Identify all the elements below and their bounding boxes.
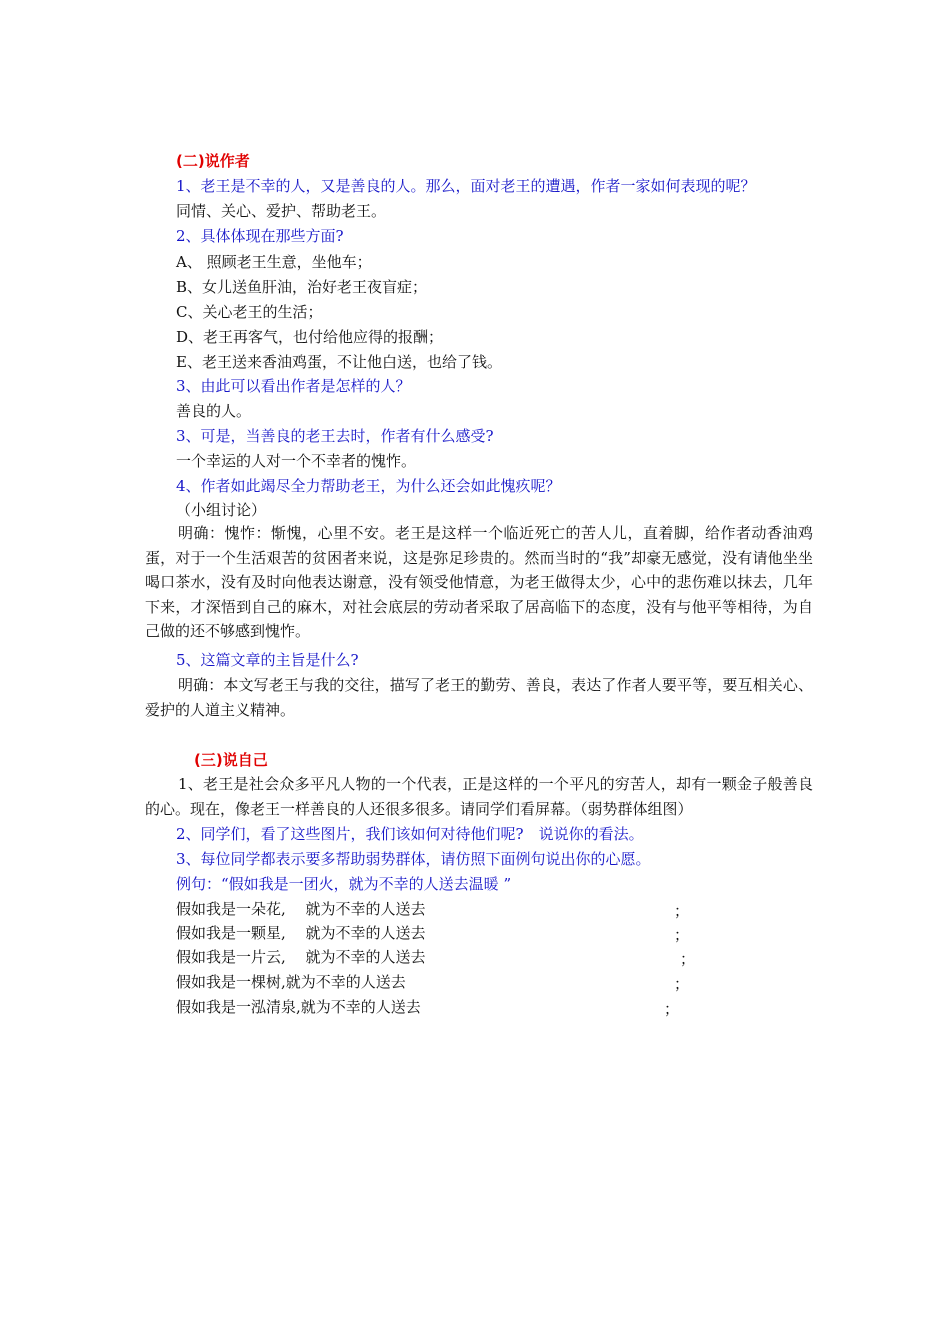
fill-line-cloud: 假如我是一片云, 就为不幸的人送去 xyxy=(176,948,426,966)
section2-item-b: B、女儿送鱼肝油，治好老王夜盲症； xyxy=(176,278,428,296)
fill-line-spring-end: ； xyxy=(664,1000,680,1018)
section2-answer-3: 善良的人。 xyxy=(176,402,252,420)
fill-line-flower: 假如我是一朵花, 就为不幸的人送去 xyxy=(176,900,426,918)
section2-answer-1: 同情、关心、爱护、帮助老王。 xyxy=(176,202,387,220)
section2-question-3: 3、由此可以看出作者是怎样的人？ xyxy=(176,377,411,395)
section2-answer-4: 明确：愧怍：惭愧，心里不安。老王是这样一个临近死亡的苦人儿，直着脚，给作者动香油鸡蛋，对于一个生活艰苦的贫困者来说，这是弥足珍贵的。然而当时的“我”却豪无感觉，没有请他坐坐喝口茶水，没有及时向他表达谢意，没有领受他情意，为老王做得太少，心中的悲伤难以抹去，几年下来，才深悟到自己的麻木，对社会底层的劳动者采取了居高临下的态度，没有与他平等相待，为自己做的还不够感到愧怍。 xyxy=(145,524,813,640)
section2-answer-4-note: （小组讨论） xyxy=(176,501,267,519)
fill-line-cloud-end: ； xyxy=(680,950,696,968)
fill-line-spring: 假如我是一泓清泉,就为不幸的人送去 xyxy=(176,998,421,1016)
fill-line-star: 假如我是一颗星, 就为不幸的人送去 xyxy=(176,924,426,942)
fill-line-tree-end: ； xyxy=(674,975,690,993)
section3-example: 例句：“假如我是一团火，就为不幸的人送去温暖 ” xyxy=(176,875,512,893)
section2-answer-5: 明确：本文写老王与我的交往，描写了老王的勤劳、善良，表达了作者人要平等，要互相关心、爱护的人道主义精神。 xyxy=(145,676,813,719)
section2-question-4: 4、作者如此竭尽全力帮助老王，为什么还会如此愧疚呢？ xyxy=(176,477,561,495)
section2-item-d: D、老王再客气，也付给他应得的报酬； xyxy=(176,328,444,346)
section2-answer-3b: 一个幸运的人对一个不幸者的愧怍。 xyxy=(176,452,417,470)
section2-item-c: C、关心老王的生活； xyxy=(176,303,323,321)
section2-question-5: 5、这篇文章的主旨是什么? xyxy=(176,651,359,669)
section2-question-2: 2、具体体现在那些方面? xyxy=(176,227,344,245)
fill-line-flower-end: ； xyxy=(674,902,690,920)
section3-paragraph-1: 1、老王是社会众多平凡人物的一个代表，正是这样的一个平凡的穷苦人，却有一颗金子般善良的心。现在，像老王一样善良的人还很多很多。请同学们看屏幕。（弱势群体组图） xyxy=(145,775,813,818)
section2-question-3b: 3、可是，当善良的老王去时，作者有什么感受? xyxy=(176,427,494,445)
section2-heading: (二)说作者 xyxy=(176,152,250,170)
fill-line-tree: 假如我是一棵树,就为不幸的人送去 xyxy=(176,973,406,991)
fill-line-star-end: ； xyxy=(674,926,690,944)
section3-question-3: 3、每位同学都表示要多帮助弱势群体，请仿照下面例句说出你的心愿。 xyxy=(176,850,651,868)
section3-heading: (三)说自己 xyxy=(194,751,268,769)
section2-question-1: 1、老王是不幸的人，又是善良的人。那么，面对老王的遭遇，作者一家如何表现的呢？ xyxy=(176,177,756,195)
section2-item-a: A、 照顾老王生意，坐他车； xyxy=(176,253,372,271)
section2-item-e: E、老王送来香油鸡蛋，不让他白送，也给了钱。 xyxy=(176,353,502,371)
section3-question-2: 2、同学们，看了这些图片，我们该如何对待他们呢? 说说你的看法。 xyxy=(176,825,644,843)
